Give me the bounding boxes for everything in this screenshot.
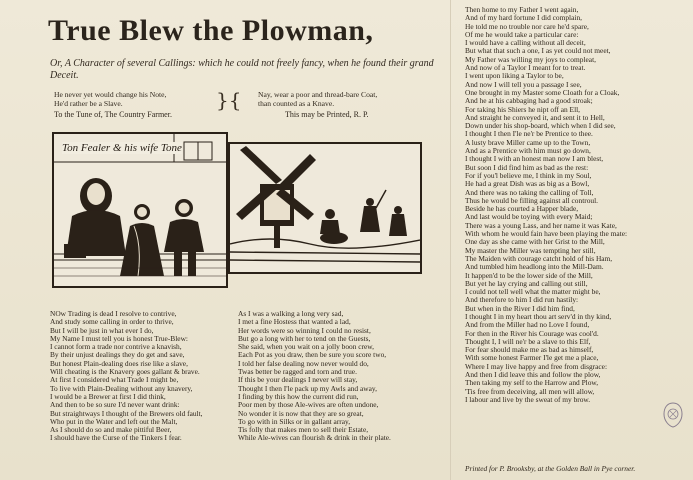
ballad-title: True Blew the Plowman, [48,14,374,47]
stanza-line: And therefore to him I did run hastily: [465,296,579,305]
stanza-line: NOw Trading is dead I resolve to contrive, [50,310,177,318]
stanza-line: Thought I then I'le pack up my Awls and away, [238,384,377,393]
stanza-line: And study some calling in order to thrive, [50,318,174,327]
stanza-line: There was a young Lass, and her name it was Kate, [465,221,617,230]
stanza-line: I thought I with an honest man now I am blest, [465,155,604,164]
stanza-line: If this be your dealings I never will stay, [238,376,358,385]
stanza-line: I told her false dealing now never would do, [238,359,369,368]
stanza-line: Poor men by those Ale-wives are often undone, [238,401,379,410]
fold-divider [450,0,451,480]
stanza-line: Each Pot as you draw, then be sure you score two, [238,351,387,360]
stanza-line: I should have the Curse of the Tinkers I fear. [50,434,182,443]
stanza-line: He had a great Dish was as big as a Bowl, [465,180,590,189]
stanza-line: I thought I in my heart thou art serv'd in thy kind, [465,312,612,321]
stanza-line: And tumbled him headlong into the Mill-Dam. [465,263,604,272]
stanza-line: I cannot form a trade nor contrive a knavish, [50,343,182,352]
stanza-line: A lusty brave Miller came up to the Town, [465,138,591,147]
header-verse-line: He never yet would change his Note, [54,90,167,99]
stanza-line: Then home to my Father I went again, [465,6,579,14]
stanza-line: For if you'l believe me, I think in my Soul, [465,171,592,180]
stanza-line: But when in the River I did him find, [465,304,575,313]
stanza-line: One brought in my Master some Cloath for a Cloak, [465,88,620,97]
stanza-line: For fear should make me as bad as himself, [465,346,594,355]
stanza-line: Then taking my self to the Harrow and Plow, [465,379,599,388]
stanza-line: And from the Miller had no Love I found, [465,321,590,330]
header-verse-left [54,90,204,109]
windmill-illustration [230,144,420,272]
stanza-line: To live with Plain-Dealing without any knavery, [50,384,193,393]
stanza-column-1 [50,310,235,443]
stanza-line: My Father was willing my joys to compleat, [465,55,596,64]
brace-ornament: }{ [216,88,242,112]
stanza-line: Thought I, I will ne'r be a slave to this Elf, [465,337,591,346]
stanza-line: For then in the River his Courage was cool'd. [465,329,599,338]
stanza-line: With some honest Farmer I'le get me a place, [465,354,599,363]
stanza-line: To go with in Silks or in gallant array, [238,417,351,426]
stanza-line: I went upon liking a Taylor to be, [465,72,564,81]
stanza-column-3 [465,6,677,404]
stanza-line: And now I will tell you a passage I see, [465,80,582,89]
stanza-line: At first I considered what Trade I might be, [50,376,179,385]
stanza-line: For taking his Shiers he nipt off an Ell, [465,105,581,114]
header-verse-right [258,90,418,109]
stanza-line: But honest Plain-dealing does rise like a slave, [50,359,188,368]
stanza-line: I would be a Brewer at first I did think, [50,392,166,401]
ballad-subtitle: Or, A Character of several Callings: which he could not freely fancy, when he found their grand Deceit. [50,58,434,81]
stanza-line: Tis folly that makes men to sell their Estate, [238,426,369,435]
stanza-line: And last would be toying with every Maid; [465,213,593,222]
stanza-line: My master the Miller was tempting her still, [465,246,596,255]
header-verse-line: than counted as a Knave. [258,99,335,109]
stanza-line: But soon I did find him as bad as the rest: [465,163,589,172]
stanza-line: Thus he would be filling against all controul. [465,196,599,205]
license-line: This may be Printed, R. P. [285,110,369,119]
stanza-line: And now of a Taylor I meant for to treat. [465,64,586,73]
stanza-line: Will cheating is the Knavery goes gallant & brave. [50,368,200,377]
stanza-line: I labour and live by the sweat of my brow. [465,395,591,404]
stanza-line: I met a fine Hostess that wanted a lad, [238,318,351,327]
stanza-line: And there was no taking the calling of Toll, [465,188,594,197]
stanza-line: With whom he would fain have been playing the mate: [465,230,628,239]
stanza-line: As I was a walking a long very sad, [238,310,344,318]
stanza-line: And then to be so sure I'd never want drink: [50,401,180,410]
stanza-line: I finding by this how the current did run, [238,392,359,401]
stanza-line: Where I may live happy and free from disgrace: [465,362,607,371]
stanza-line: But what that such a one, I as yet could not meet, [465,47,611,56]
stanza-line: Twas better be ragged and torn and true. [238,368,357,377]
stanza-line: She said, when you wait on a jolly boon crew, [238,343,375,352]
stanza-line: And he at his cabbaging had a good stroak; [465,97,593,106]
stanza-line: Down under his shop-board, which when I did see, [465,122,616,131]
stanza-line: Beside he has courted a Happer blade, [465,205,579,214]
stanza-line: While Ale-wives can flourish & drink in their plate. [238,434,391,443]
woodcut-left [52,132,228,288]
woodcut-right [228,142,422,274]
library-stamp-icon [662,402,684,428]
stanza-line: I could not tell well what the matter might be, [465,288,601,297]
stanza-line: No wonder it is now that they are so great, [238,409,364,418]
stanza-line: But I will be just in what ever I do, [50,326,154,335]
stanza-line: And of my hard fortune I did complain, [465,14,582,23]
stanza-line: And as a Prentice with him must go down, [465,147,591,156]
tune-line: To the Tune of, The Country Farmer. [54,110,172,119]
stanza-line: Who put in the Water and left out the Malt, [50,417,178,426]
stanza-line: But go a long with her to tend on the Guests, [238,334,371,343]
stanza-line: The Maiden with courage catcht hold of his Ham, [465,254,613,263]
header-verse-line: Nay, wear a poor and thread-bare Coat, [258,90,378,99]
stanza-line: And straight he conveyed it, and sent it to Hell, [465,113,605,122]
stanza-line: It happen'd to be the lower side of the Mill, [465,271,593,280]
stanza-line: But straightways I thought of the Brewers old fault, [50,409,203,418]
header-verse-line: He'd rather be a Slave. [54,99,123,109]
imprint-line: Printed for P. Brooksby, at the Golden Ball in Pye corner. [465,464,636,473]
woodcut-figures-illustration [54,134,226,286]
stanza-line: But yet he lay crying and calling out still, [465,279,588,288]
stanza-line: Her words were so winning I could no resist, [238,326,371,335]
stanza-line: As I should do so and make pittiful Beer, [50,426,172,435]
stanza-line: I thought I then I'le ne'r be Prentice to thee. [465,130,593,139]
stanza-line: By their unjust dealings they do get and save, [50,351,185,360]
stanza-line: I would have a calling without all deceit, [465,39,586,48]
stanza-line: 'Tis free from deceiving, all men will allow, [465,387,595,396]
stanza-line: My Name I must tell you is honest True-Blew: [50,334,188,343]
stanza-line: Of me he would take a particular care: [465,30,579,39]
stanza-line: One day as she came with her Grist to the Mill, [465,238,605,247]
stanza-line: And then I did leave this and follow the plow, [465,371,601,380]
woodcut-caption: Ton Fealer & his wife Tone [62,142,182,154]
stanza-line: He told me no trouble nor care he'd spare, [465,22,589,31]
stanza-column-2 [238,310,438,443]
